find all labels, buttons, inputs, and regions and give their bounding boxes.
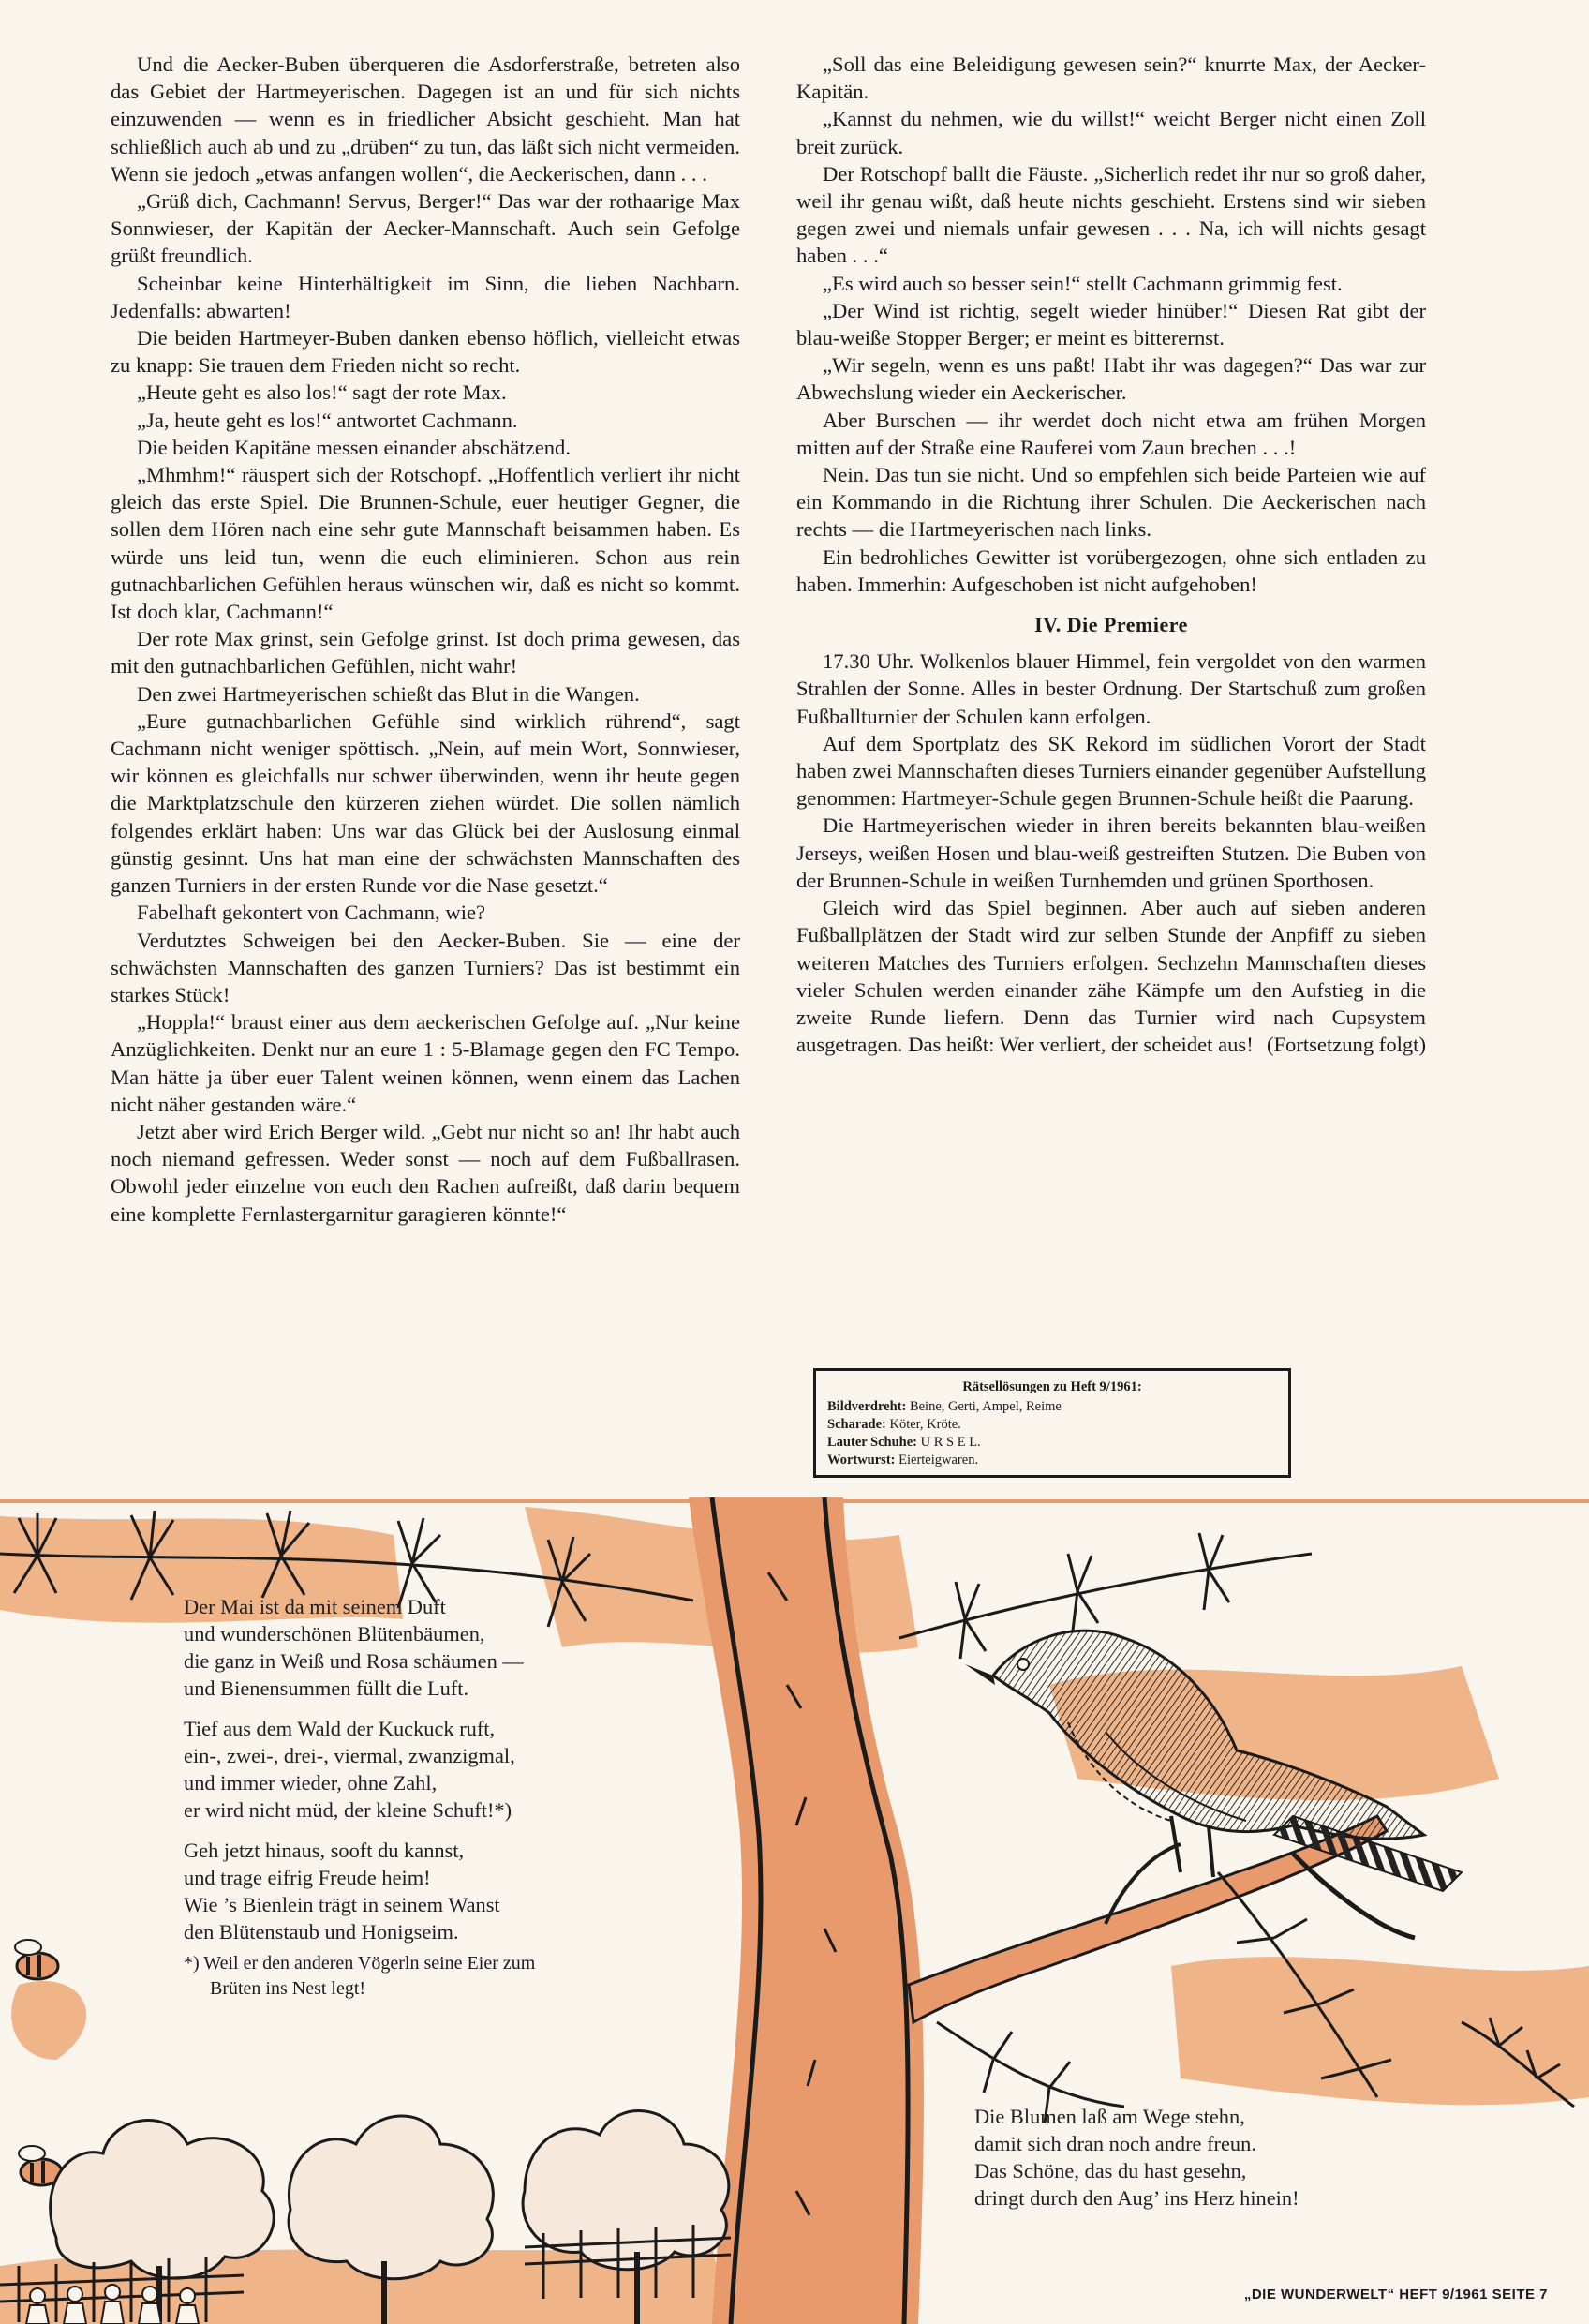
footnote-line: Brüten ins Nest legt! [210,1978,366,1999]
paragraph: „Heute geht es also los!“ sagt der rote Max. [137,380,507,405]
poem-line: und immer wieder, ohne Zahl, [184,1771,438,1795]
paragraph: „Ja, heute geht es los!“ antwortet Cachmann. [137,408,518,432]
footnote-line: *) Weil er den anderen Vögerln seine Eier zum [184,1953,536,1974]
continuation-note: (Fortsetzung folgt) [1266,1033,1426,1057]
puzzle-solutions-box [813,1368,1291,1478]
paragraph: Fabelhaft gekontert von Cachmann, wie? [137,901,486,925]
solutions-title: Rätsellösungen zu Heft 9/1961: [962,1379,1142,1394]
poem-line: und trage eifrig Freude heim! [184,1866,431,1889]
paragraph: Jetzt aber wird Erich Berger wild. „Gebt nur nicht so an! Ihr habt auch noch niemand gefressen. Weder sonst — noch auf dem Fußballrasen. Obwohl jeder einzelne von euch den Rachen aufreißt, daß darin bequem eine komplette Fernlastergarnitur garagieren könnte!“ [111,1119,740,1226]
paragraph: „Soll das eine Beleidigung gewesen sein?“ knurrte Max, der Aecker-Kapitän. [796,52,1426,104]
paragraph: „Grüß dich, Cachmann! Servus, Berger!“ Das war der rothaarige Max Sonnwieser, der Kapitän der Aecker-Mannschaft. Auch sein Gefolge grüßt freundlich. [111,189,740,268]
paragraph: „Wir segeln, wenn es uns paßt! Habt ihr was dagegen?“ Das war zur Abwechslung wieder ein Aeckerischer. [796,353,1426,405]
poem-line: und Bienensummen füllt die Luft. [184,1676,469,1700]
solution-label: Wortwurst: [827,1452,896,1467]
solution-value: Beine, Gerti, Ampel, Reime [909,1399,1062,1414]
solution-label: Scharade: [827,1417,886,1432]
paragraph: Gleich wird das Spiel beginnen. Aber auch auf sieben anderen Fußballplätzen der Stadt wird zur selben Stunde der Anpfiff zu sieben weiteren Matches des Turniers erfolgen. Sechzehn Mannschaften dieses vieler Schulen werden einander zähe Kämpfe um den Aufstieg in die zweite Runde liefern. Denn das Turnier wird nach Cupsystem ausgetragen. Das heißt: Wer verliert, der scheidet aus! [796,896,1426,1057]
poem-footnote [184,1951,708,2002]
paragraph: Der Rotschopf ballt die Fäuste. „Sicherlich redet ihr nur so groß daher, weil ihr genau wißt, daß heute nichts geschieht. Erstens sind wir sieben gegen zwei und niemals unfair gewesen . . . Na, ich will nichts gesagt haben . . .“ [796,161,1426,268]
article-column-right [796,51,1426,1059]
poem-stanza [184,1837,524,1945]
poem-stanza [184,1593,524,1702]
poem-line: dringt durch den Aug’ ins Herz hinein! [974,2186,1299,2210]
paragraph: Und die Aecker-Buben überqueren die Asdorferstraße, betreten also das Gebiet der Hartmeyerischen. Dagegen ist an und für sich nichts einzuwenden — wenn es in friedlicher Absicht geschieht. Man hat schließlich auch ab und zu „drüben“ zu tun, das läßt sich nicht vermeiden. Wenn sie jedoch „etwas anfangen wollen“, die Aeckerischen, dann . . . [111,52,740,186]
poem-line: Die Blumen laß am Wege stehn, [974,2105,1245,2128]
poem-line: die ganz in Weiß und Rosa schäumen — [184,1649,524,1673]
poem-line: und wunderschönen Blütenbäumen, [184,1622,485,1646]
solution-row [827,1452,1277,1469]
poem-line: Tief aus dem Wald der Kuckuck ruft, [184,1717,496,1740]
paragraph: 17.30 Uhr. Wolkenlos blauer Himmel, fein vergoldet von den warmen Strahlen der Sonne. Alles in bester Ordnung. Der Startschuß zum großen Fußballturnier der Schulen kann erfolgen. [796,649,1426,728]
paragraph: Den zwei Hartmeyerischen schießt das Blut in die Wangen. [137,681,640,706]
paragraph: „Der Wind ist richtig, segelt wieder hinüber!“ Diesen Rat gibt der blau-weiße Stopper Berger; er meint es bitterernst. [796,298,1426,350]
paragraph: Aber Burschen — ihr werdet doch nicht etwa am frühen Morgen mitten auf der Straße eine Rauferei vom Zaun brechen . . .! [796,408,1426,459]
paragraph: Die beiden Hartmeyer-Buben danken ebenso höflich, vielleicht etwas zu knapp: Sie trauen dem Frieden nicht so recht. [111,326,740,378]
poem-flowers [974,2103,1299,2212]
paragraph: „Eure gutnachbarlichen Gefühle sind wirklich rührend“, sagt Cachmann nicht weniger spöttisch. „Nein, auf mein Wort, Sonnwieser, wir können es gleichfalls nur schwer überwinden, wenn ihr heute gegen die Marktplatzschule den kürzeren ziehen würdet. Die sollen nämlich folgendes erklärt haben: Uns war das Glück bei der Auslosung einmal günstig gesinnt. Uns hat man eine der schwächsten Mannschaften des ganzen Turniers in der ersten Runde vor die Nase gesetzt.“ [111,708,740,898]
poem-line: Geh jetzt hinaus, sooft du kannst, [184,1839,465,1862]
solution-value: Eierteigwaren. [898,1452,979,1467]
paragraph: „Hoppla!“ braust einer aus dem aeckerischen Gefolge auf. „Nur keine Anzüglichkeiten. Denkt nur an eure 1 : 5-Blamage gegen den FC Tempo. Man hätte ja über euer Talent weinen können, wenn einem das Lachen nicht näher gestanden wäre.“ [111,1010,740,1116]
poem-line: Wie ’s Bienlein trägt in seinem Wanst [184,1893,500,1916]
section-heading: IV. Die Premiere [1034,613,1188,637]
solution-value: Köter, Kröte. [889,1417,961,1432]
page-footer: „DIE WUNDERWELT“ HEFT 9/1961 SEITE 7 [1243,2287,1548,2302]
paragraph: Die Hartmeyerischen wieder in ihren bereits bekannten blau-weißen Jerseys, weißen Hosen und blau-weiß gestreiften Stutzen. Die Buben von der Brunnen-Schule in weißen Turnhemden und grünen Sporthosen. [796,813,1426,892]
poem-line: Der Mai ist da mit seinem Duft [184,1595,446,1618]
poem-may [184,1593,524,1959]
solution-label: Bildverdreht: [827,1399,907,1414]
paragraph: Verdutztes Schweigen bei den Aecker-Buben. Sie — eine der schwächsten Mannschaften des ganzen Turniers? Das ist bestimmt ein starkes Stück! [111,928,740,1006]
poem-line: damit sich dran noch andre freun. [974,2132,1256,2155]
paragraph: „Mhmhm!“ räuspert sich der Rotschopf. „Hoffentlich verliert ihr nicht gleich das erste Spiel. Die Brunnen-Schule, euer heutiger Gegner, die sollen dem Hören nach eine sehr gute Mannschaft beisammen haben. Es würde uns leid tun, wenn die euch eliminieren. Schon aus rein gutnachbarlichen Gefühlen heraus wünschen wir, daß es nicht so kommt. Ist doch klar, Cachmann!“ [111,463,740,624]
paragraph: Nein. Das tun sie nicht. Und so empfehlen sich beide Parteien wie auf ein Kommando in die Richtung ihrer Schulen. Die Aeckerischen nach rechts — die Hartmeyerischen nach links. [796,463,1426,542]
paragraph: Die beiden Kapitäne messen einander abschätzend. [137,435,571,459]
solution-label: Lauter Schuhe: [827,1435,918,1450]
paragraph: Auf dem Sportplatz des SK Rekord im südlichen Vorort der Stadt haben zwei Mannschaften dieses Turniers einander gegenüber Aufstellung genommen: Hartmeyer-Schule gegen Brunnen-Schule heißt die Paarung. [796,731,1426,811]
poem-line: er wird nicht müd, der kleine Schuft!*) [184,1798,512,1822]
solution-value: U R S E L. [920,1435,981,1450]
solution-row [827,1416,1277,1434]
poem-line: den Blütenstaub und Honigseim. [184,1920,459,1944]
poem-stanza [184,1715,524,1824]
paragraph: Der rote Max grinst, sein Gefolge grinst. Ist doch prima gewesen, das mit den gutnachbarlichen Gefühlen, nicht wahr! [111,627,740,678]
paragraph: Scheinbar keine Hinterhältigkeit im Sinn, die lieben Nachbarn. Jedenfalls: abwarten! [111,271,740,322]
poem-line: ein-, zwei-, drei-, viermal, zwanzigmal, [184,1744,515,1767]
solution-row [827,1434,1277,1452]
paragraph: „Kannst du nehmen, wie du willst!“ weicht Berger nicht einen Zoll breit zurück. [796,107,1426,158]
paragraph: „Es wird auch so besser sein!“ stellt Cachmann grimmig fest. [823,271,1343,295]
article-column-left [111,51,740,1228]
solution-row [827,1398,1277,1416]
paragraph: Ein bedrohliches Gewitter ist vorübergezogen, ohne sich entladen zu haben. Immerhin: Aufgeschoben ist nicht aufgehoben! [796,544,1426,596]
poem-line: Das Schöne, das du hast gesehn, [974,2159,1247,2182]
bee-icon [15,1940,62,2185]
